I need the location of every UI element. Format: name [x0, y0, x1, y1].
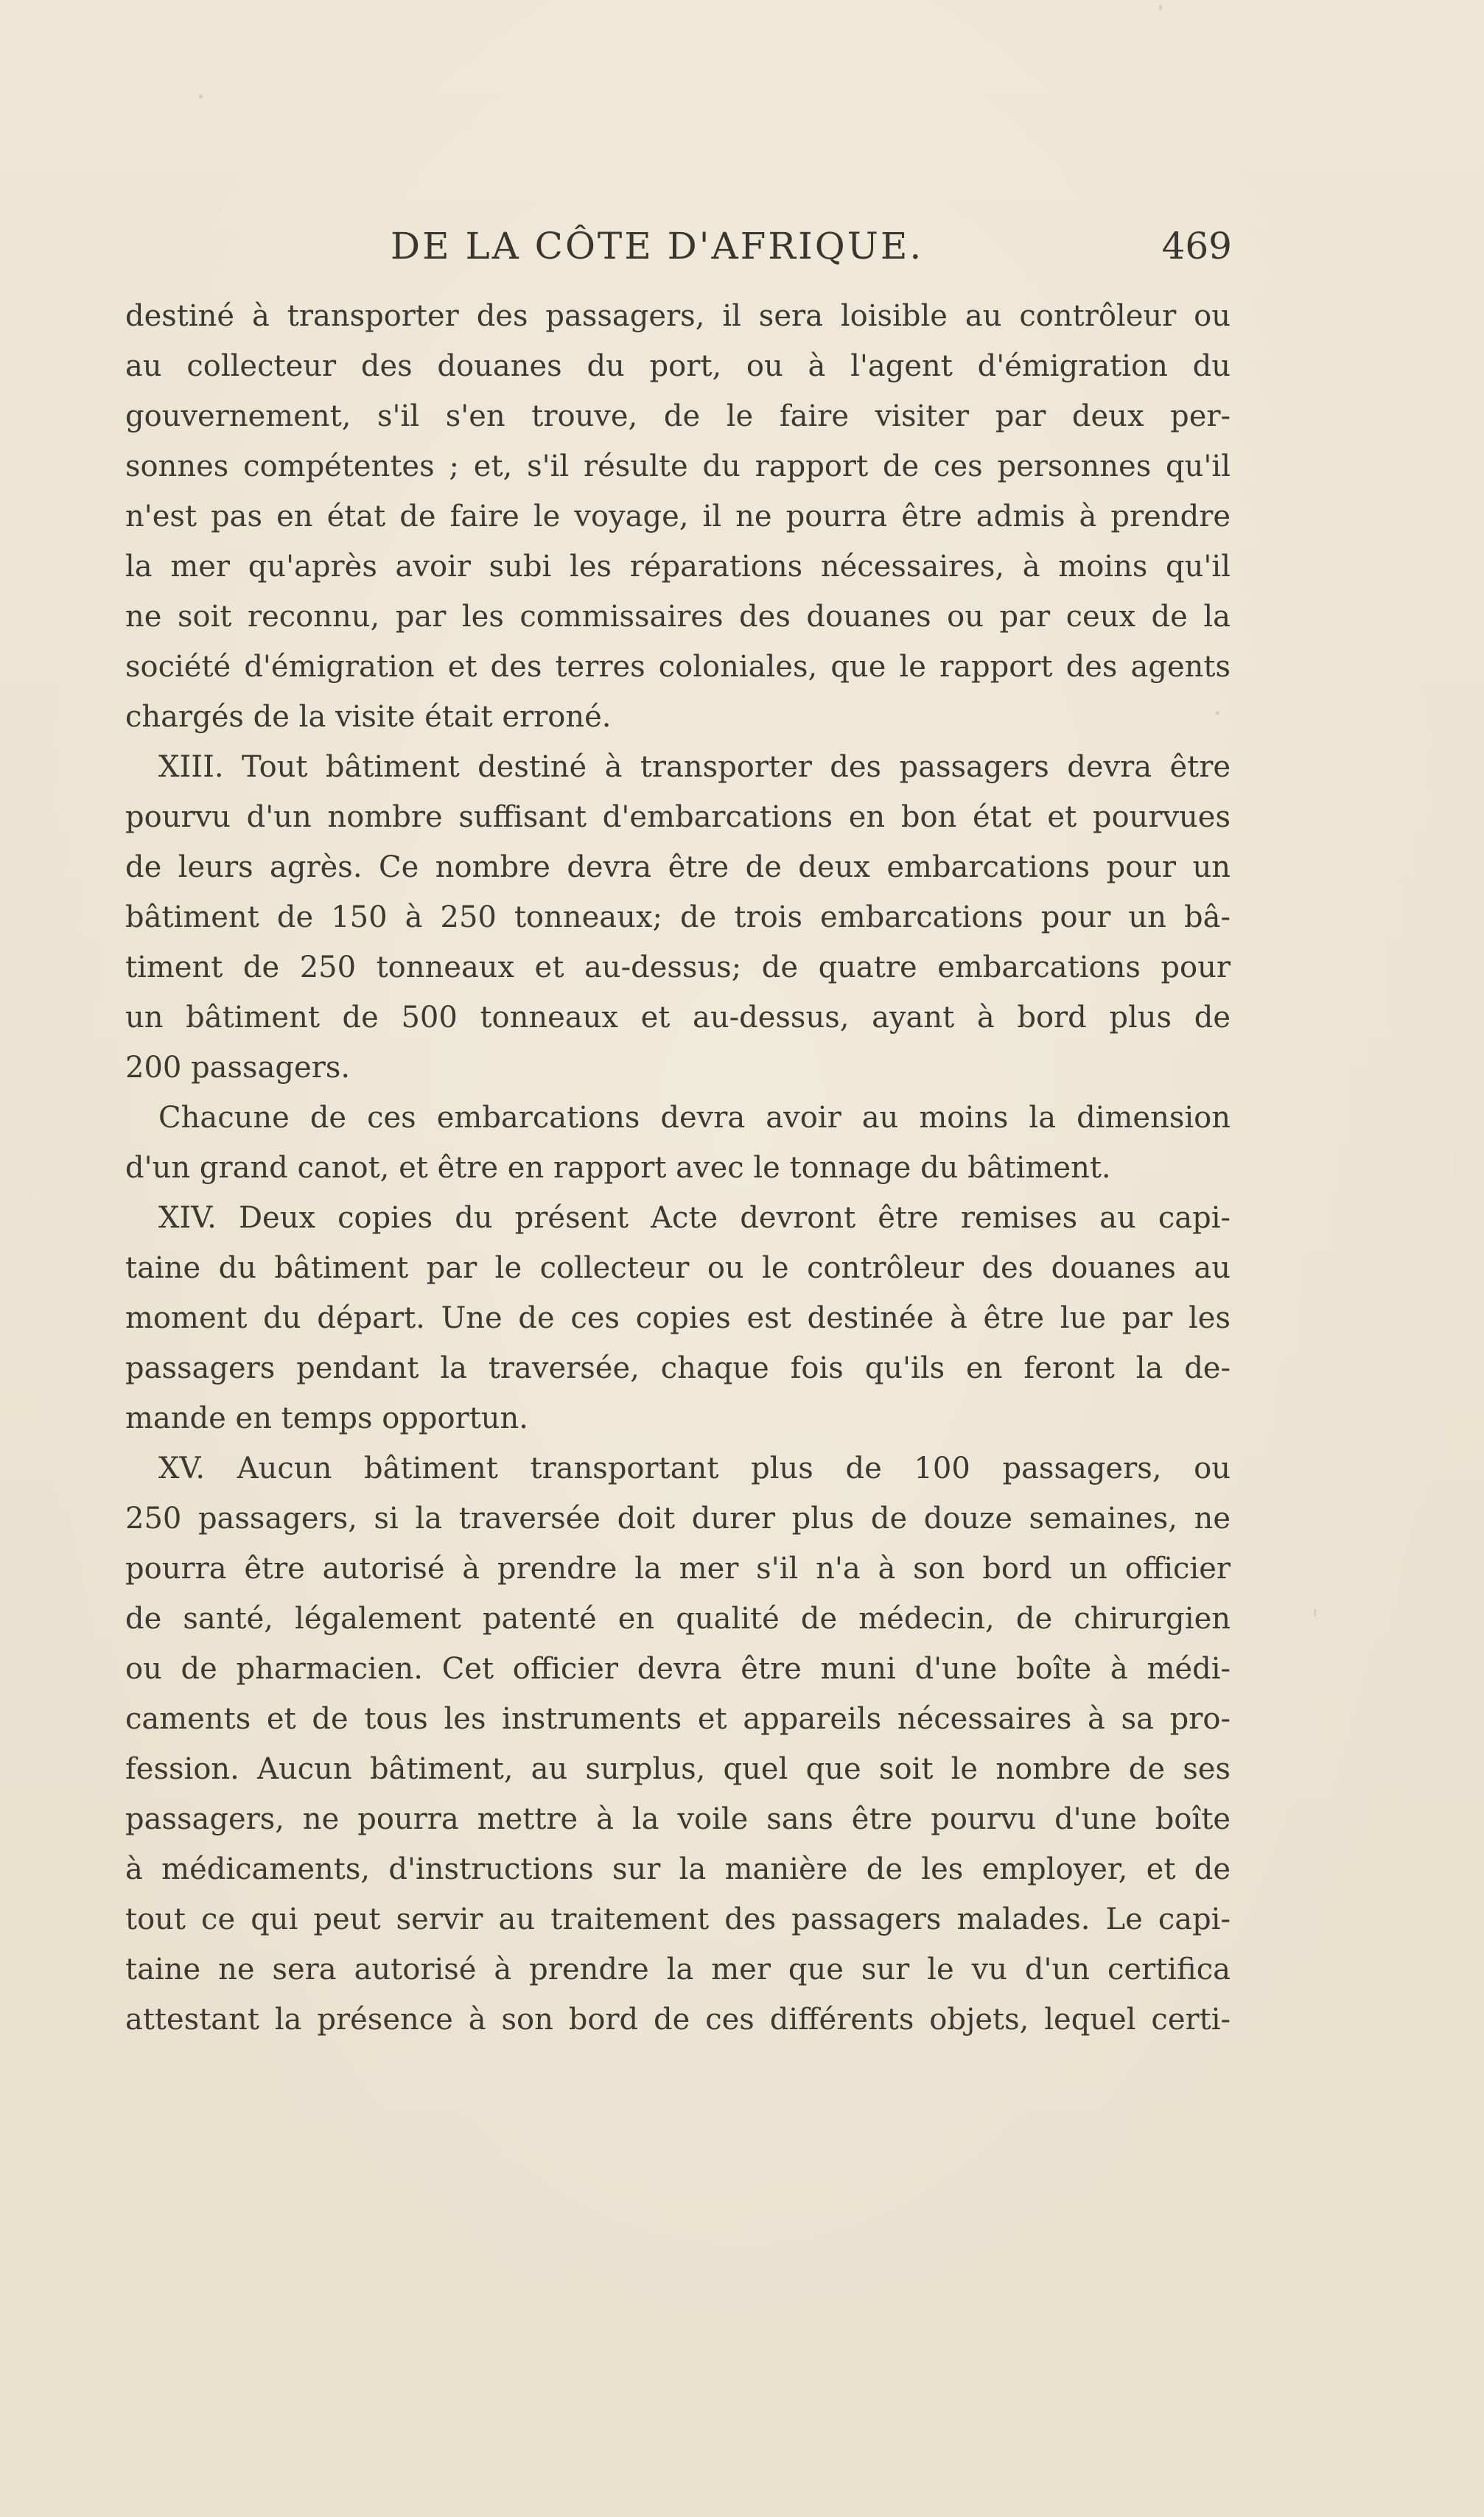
text-line: bâtiment de 150 à 250 tonneaux; de trois embarcations pour un bâ-	[125, 900, 1231, 934]
text-line: sonnes compétentes ; et, s'il résulte du rapport de ces personnes qu'il	[125, 449, 1231, 483]
text-line: au collecteur des douanes du port, ou à l'agent d'émigration du	[125, 349, 1231, 383]
text-line: fession. Aucun bâtiment, au surplus, quel que soit le nombre de ses	[125, 1752, 1231, 1786]
text-line: taine du bâtiment par le collecteur ou le contrôleur des douanes au	[125, 1251, 1231, 1285]
text-line: 250 passagers, si la traversée doit durer plus de douze semaines, ne	[125, 1502, 1231, 1536]
text-line: pourra être autorisé à prendre la mer s'il n'a à son bord un officier	[125, 1552, 1231, 1586]
text-line: de leurs agrès. Ce nombre devra être de deux embarcations pour un	[125, 850, 1231, 884]
text-line: un bâtiment de 500 tonneaux et au-dessus, ayant à bord plus de	[125, 1001, 1231, 1035]
paper-speck	[1314, 1608, 1316, 1617]
text-line: passagers pendant la traversée, chaque fois qu'ils en feront la de-	[125, 1351, 1231, 1385]
text-line: moment du départ. Une de ces copies est destinée à être lue par les	[125, 1301, 1231, 1335]
text-line: la mer qu'après avoir subi les réparations nécessaires, à moins qu'il	[125, 550, 1231, 584]
text-line: à médicaments, d'instructions sur la manière de les employer, et de	[125, 1852, 1231, 1886]
text-line: ne soit reconnu, par les commissaires des douanes ou par ceux de la	[125, 600, 1231, 634]
text-line: destiné à transporter des passagers, il sera loisible au contrôleur ou	[125, 299, 1231, 333]
text-line: société d'émigration et des terres coloniales, que le rapport des agents	[125, 650, 1231, 684]
running-head-title: DE LA CÔTE D'AFRIQUE.	[391, 225, 924, 267]
body-text	[125, 291, 1231, 2045]
text-line: d'un grand canot, et être en rapport avec le tonnage du bâtiment.	[125, 1151, 1111, 1185]
text-line: timent de 250 tonneaux et au-dessus; de quatre embarcations pour	[125, 951, 1231, 984]
text-line: tout ce qui peut servir au traitement des passagers malades. Le capi-	[125, 1902, 1231, 1936]
text-line: XV. Aucun bâtiment transportant plus de 100 passagers, ou	[158, 1452, 1231, 1485]
text-line: XIII. Tout bâtiment destiné à transporter des passagers devra être	[158, 750, 1231, 784]
text-line: gouvernement, s'il s'en trouve, de le faire visiter par deux per-	[125, 399, 1231, 433]
page-number: 469	[1161, 225, 1232, 267]
text-line: chargés de la visite était erroné.	[125, 700, 612, 734]
text-line: Chacune de ces embarcations devra avoir au moins la dimension	[158, 1101, 1231, 1135]
text-line: 200 passagers.	[125, 1051, 351, 1085]
text-line: mande en temps opportun.	[125, 1401, 529, 1435]
text-line: n'est pas en état de faire le voyage, il ne pourra être admis à prendre	[125, 500, 1231, 533]
text-line: passagers, ne pourra mettre à la voile sans être pourvu d'une boîte	[125, 1802, 1231, 1836]
text-line: attestant la présence à son bord de ces différents objets, lequel certi-	[125, 2003, 1231, 2037]
running-head	[125, 225, 1231, 284]
text-line: taine ne sera autorisé à prendre la mer que sur le vu d'un certifica	[125, 1953, 1231, 1986]
text-line: de santé, légalement patenté en qualité de médecin, de chirurgien	[125, 1602, 1231, 1636]
text-line: pourvu d'un nombre suffisant d'embarcations en bon état et pourvues	[125, 800, 1231, 834]
text-line: caments et de tous les instruments et appareils nécessaires à sa pro-	[125, 1702, 1231, 1736]
text-line: XIV. Deux copies du présent Acte devront être remises au capi-	[158, 1201, 1231, 1235]
text-line: ou de pharmacien. Cet officier devra être muni d'une boîte à médi-	[125, 1652, 1231, 1686]
paper-speck	[199, 94, 203, 99]
paper-speck	[1159, 4, 1162, 11]
